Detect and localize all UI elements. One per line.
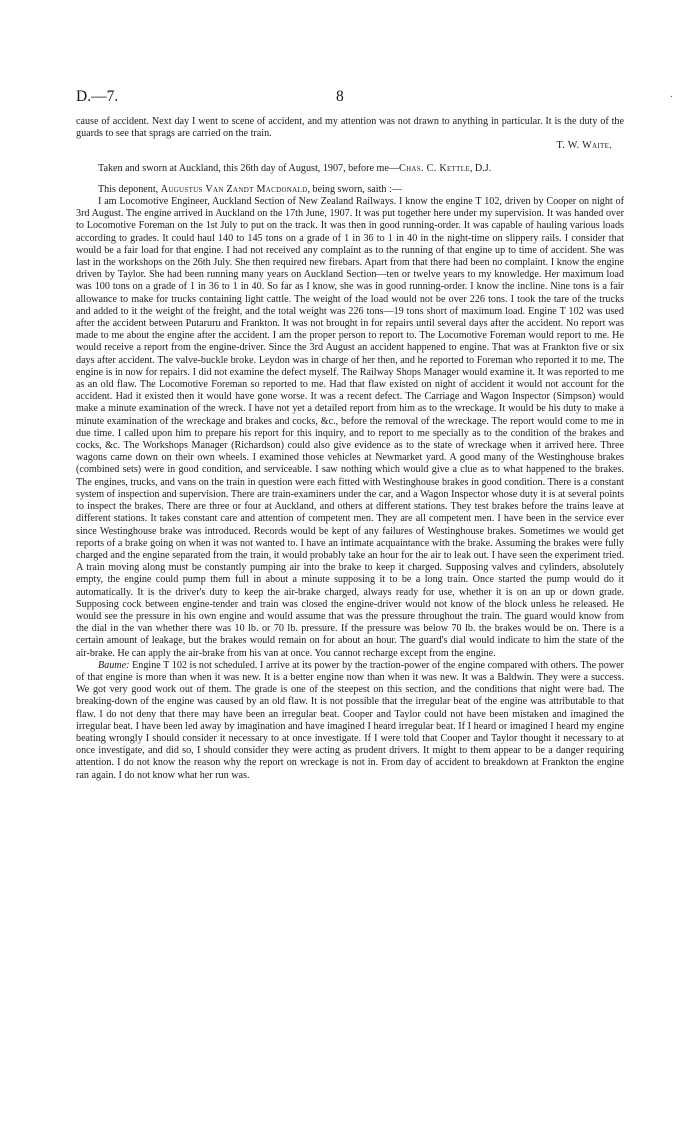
baume-text: Engine T 102 is not scheduled. I arrive at its power by the traction-power of the engine compared with others. The power of that engine is more than when it was new. It is a better engine now than when it was new. It was a Baldwin. They were a success. We got very good work out of them. The grade is one of the steepest on this section, and the conditions that night were bad. The breaking-down of the engine was caused by an old flaw. It is not possible that the irregular beat of the engine was attributable to that flaw. I do not deny that there may have been an irregular beat. Cooper and Taylor could not have been mistaken and imagined the irregular beat. I have been led away by imagination and have imagined I heard irregular beat. If I heard or imagined I heard my engine beating wrongly I should consider it necessary to at once investigate. If I were told that Cooper and Taylor thought it necessary to at once investigate, and did so, I should consider they were acting as prudent drivers. It might to them appear to be a danger requiring attention. I do not know the reason why the report on wreckage is not in. From day of accident to breakdown at Frankton the engine ran again. I do not know what her run was. — [76, 659, 624, 781]
page-header — [76, 88, 624, 108]
deponent-intro — [76, 184, 624, 196]
baume-paragraph — [76, 660, 624, 782]
deponent-suffix: , being sworn, saith :— — [307, 183, 402, 195]
margin-mark: . — [670, 88, 673, 100]
signature-name: T. W. Waite. — [556, 140, 612, 152]
sworn-suffix: , D.J. — [469, 162, 492, 174]
sworn-officer: Chas. C. Kettle — [399, 162, 470, 174]
deponent-name: Augustus Van Zandt Macdonald — [160, 183, 308, 195]
testimony-paragraph: I am Locomotive Engineer, Auckland Section of New Zealand Railways. I know the engine T 102, driven by Cooper on night of 3rd August. The engine arrived in Auckland on the 17th June, 1907. It was put together here under my supervision. It was handed over to Locomotive Foreman on the 1st July to put on the track. It was then in good running-order. It was capable of hauling various loads according to grades. It could haul 140 to 145 tons on a grade of 1 in 36 to 1 in 40 in the night-time on slippery rails. I consider that would be a fair load for that engine. I had not received any complaint as to the running of that engine up to time of accident. She was last in the workshops on the 26th July. She then required new firebars. Apart from that there had been no complaint. I know the engine driven by Taylor. She had been running many years on Auckland Section—ten or twelve years to my knowledge. Her maximum load was 100 tons on a grade of 1 in 36 to 1 in 40. So far as I know, she was in good running-order. I know the incline. Nine tons is a fair allowance to make for trucks containing light cattle. The weight of the load would not be over 226 tons. I took the tare of the trucks and added to it the weight of the freight, and the total weight was 226 tons—19 tons short of maximum load. Engine T 102 was used after the accident between Putaruru and Frankton. It was not brought in for repairs until several days after the accident. No report was made to me about the engine after the accident. I am the proper person to report to. The Locomotive Foreman would report to me. He would receive a report from the engine-driver. Since the 3rd August an accident happened to engine. That was at Frankton five or six days after accident. The valve-buckle broke. Leydon was in charge of her then, and he reported to Foreman who reported it to me. The engine is in now for repairs. I did not examine the defect myself. The Railway Shops Manager would examine it. It was reported to me as an old flaw. The Locomotive Foreman so reported to me. Had that flaw existed on night of accident it would not account for the accident. Had it existed then it would have gone worse. It was a recent defect. The Carriage and Wagon Inspector (Simpson) would make a minute examination of the wreck. I have not yet a detailed report from him as to the wreckage. It would be his duty to make a minute examination of the wreckage and brakes and cocks, &c., before the removal of the wreckage. The report would come to me in due time. I called upon him to prepare his report for this inquiry, and to report to me specially as to the condition of the brakes and cocks, &c. The Workshops Manager (Richardson) could also give evidence as to the state of wreckage when it arrived here. Three wagons came down on their own wheels. I examined those vehicles at Newmarket yard. A good many of the Westinghouse brakes (combined sets) were in good condition, and serviceable. I saw nothing which would give a clue as to what happened to the brakes. The engines, trucks, and vans on the train in question were each fitted with Westinghouse brakes in good condition. There is a constant system of inspection and supervision. There are train-examiners under the car, and a Wagon Inspector whose duty it is at several points to inspect the brakes. There are three or four at Auckland, and others at different stations. They test brakes before the trains leave at different stations. It takes constant care and attention of competent men. They are all competent men. I have been in the service ever since Westinghouse brake was introduced. Records would be kept of any failures of Westinghouse brakes. Sometimes we would get reports of a brake going on when it was not wanted to. I have an intimate acquaintance with the brake. Assuming the brakes were fully charged and the engine separated from the train, it would probably take an hour for the air to leak out. I have seen the experiment tried. A train moving along must be constantly pumping air into the brake to keep it charged. Supposing valves and cylinders, absolutely empty, the engine could pump them full in about a minute supposing it to be a long train. Once started the pump would do it automatically. It is the driver's duty to keep the air-brake charged, always ready for use, whether it is on an up or down grade. Supposing cock between engine-tender and train was closed the engine-driver would not know of the block unless he released. He would see the pressure in his own engine and would assume that was the pressure throughout the train. The guard would know from the dial in the van whether there was 10 lb. or 70 lb. pressure. If the pressure was below 70 lb. the brakes would be on. There is a certain amount of leakage, but the brakes would remain on for about an hour. The guard's dial would indicate to him the state of the air-brake. He can apply the air-brake from his van at once. You cannot recharge except from the engine. — [76, 196, 624, 659]
sworn-text: Taken and sworn at Auckland, this 26th day of August, 1907, before me— — [98, 162, 400, 174]
document-code: D.—7. — [76, 88, 119, 105]
signature — [76, 140, 624, 152]
baume-label: Baume: — [98, 659, 130, 671]
page-number: 8 — [336, 88, 344, 105]
sworn-statement — [76, 163, 624, 175]
continuation-paragraph: cause of accident. Next day I went to scene of accident, and my attention was not drawn to anything in particular. It is the duty of the guards to see that sprags are carried on the train. — [76, 116, 624, 140]
deponent-prefix: This deponent, — [98, 183, 161, 195]
document-body — [76, 116, 624, 782]
